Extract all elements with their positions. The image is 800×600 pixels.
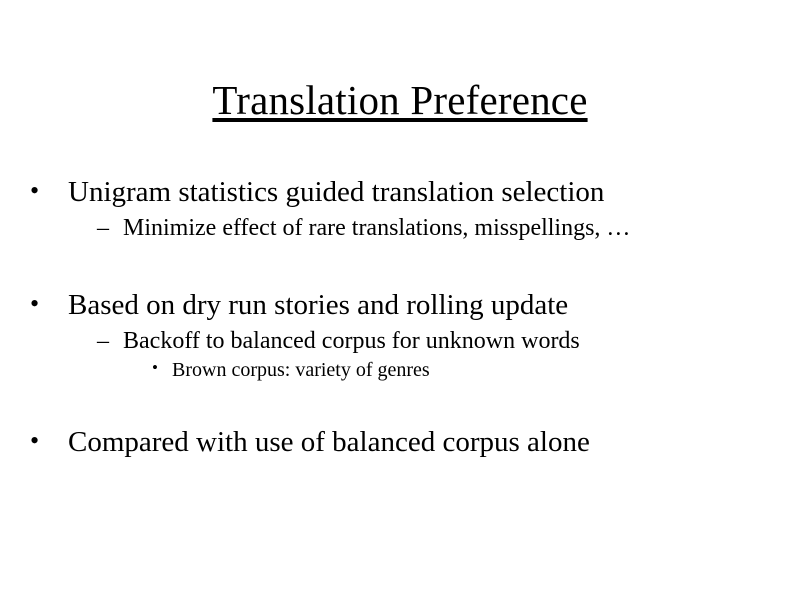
spacer: [30, 246, 780, 288]
dash-marker-icon: –: [97, 215, 109, 242]
bullet-marker-icon: •: [152, 358, 158, 378]
bullet-marker-icon: •: [30, 176, 40, 205]
bullet-item-level1: [30, 288, 780, 323]
bullet-item-level3: [152, 358, 780, 382]
bullet-item-level2: [97, 214, 780, 243]
bullet-text: Brown corpus: variety of genres: [172, 359, 430, 382]
bullet-text: Backoff to balanced corpus for unknown words: [123, 328, 580, 355]
bullet-text: Unigram statistics guided translation selection: [68, 176, 605, 208]
dash-marker-icon: –: [97, 328, 109, 355]
slide-title-text: Translation Preference: [212, 77, 588, 123]
bullet-item-level1: [30, 175, 780, 210]
spacer: [30, 385, 780, 425]
bullet-text: Based on dry run stories and rolling update: [68, 288, 569, 321]
bullet-text: Compared with use of balanced corpus alone: [68, 425, 590, 458]
bullet-item-level2: [97, 327, 780, 356]
bullet-marker-icon: •: [30, 425, 40, 455]
slide-title: [0, 78, 800, 123]
slide-body: [30, 175, 780, 464]
bullet-text: Minimize effect of rare translations, misspellings, …: [123, 215, 631, 242]
bullet-item-level1: [30, 425, 780, 460]
bullet-marker-icon: •: [30, 288, 40, 318]
